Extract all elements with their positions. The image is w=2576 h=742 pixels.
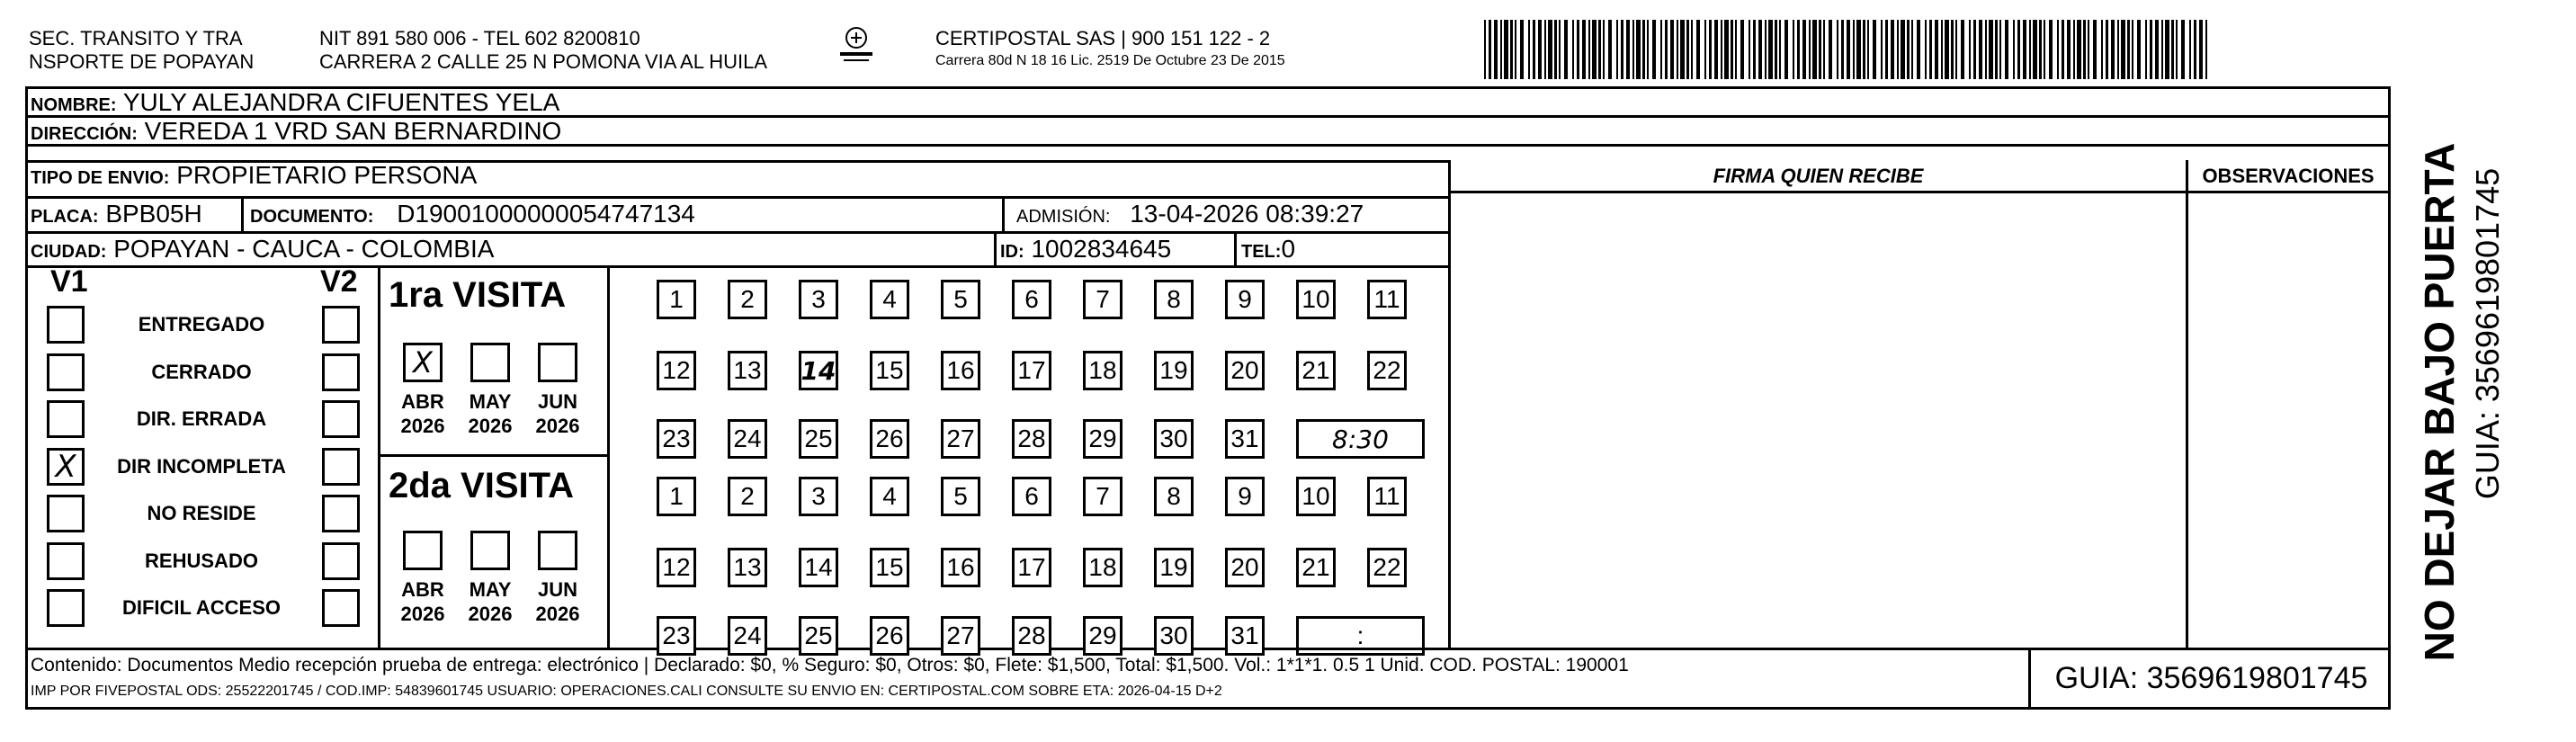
- barcode-bar: [1740, 20, 1744, 79]
- barcode-bar: [1504, 20, 1508, 79]
- second-visit-month-checkbox[interactable]: [470, 531, 510, 570]
- placa-label: PLACA:: [31, 207, 99, 227]
- first-visit-day-box[interactable]: 8: [1154, 280, 1194, 319]
- barcode-bar: [1779, 20, 1781, 79]
- second-visit-month-label: [526, 577, 589, 626]
- barcode-bar: [1911, 20, 1913, 79]
- imp-line: IMP POR FIVEPOSTAL ODS: 25522201745 / COD.IMP: 54839601745 USUARIO: OPERACIONES.CALI CONSULTE SU ENVIO EN: CERTIPOSTAL.COM SOBRE ETA: 2026-04-15 D+2: [31, 684, 1222, 699]
- barcode-bar: [2165, 20, 2169, 79]
- direccion-value: VEREDA 1 VRD SAN BERNARDINO: [144, 117, 562, 145]
- month-name: ABR: [401, 390, 444, 413]
- second-visit-day-box[interactable]: 7: [1083, 477, 1123, 516]
- nit-block: [319, 27, 767, 74]
- barcode-bar: [2057, 20, 2059, 79]
- first-visit-day-box[interactable]: 11: [1367, 280, 1407, 319]
- v1-checkbox[interactable]: [47, 542, 85, 580]
- second-visit-day-box[interactable]: 23: [657, 616, 696, 656]
- sender-line-2: NSPORTE DE POPAYAN: [29, 50, 255, 73]
- second-visit-day-box[interactable]: 28: [1012, 616, 1051, 656]
- first-visit-month-label: [391, 389, 454, 438]
- barcode-bar: [1665, 20, 1668, 79]
- first-visit-day-box[interactable]: 31: [1225, 419, 1265, 459]
- month-name: MAY: [469, 578, 512, 601]
- barcode-bar: [1724, 20, 1729, 79]
- first-visit-day-box[interactable]: 28: [1012, 419, 1051, 459]
- barcode-bar: [1528, 20, 1530, 79]
- first-visit-day-box[interactable]: 23: [657, 419, 696, 459]
- tel-label: TEL:: [1241, 242, 1282, 262]
- barcode-bar: [1802, 20, 1806, 79]
- barcode-bar: [1955, 20, 1957, 79]
- documento-cell: [250, 200, 695, 228]
- first-visit-day-box[interactable]: 6: [1012, 280, 1051, 319]
- second-visit-day-box[interactable]: 6: [1012, 477, 1051, 516]
- first-visit-day-box[interactable]: 22: [1367, 351, 1407, 390]
- v1-checkbox[interactable]: [47, 400, 85, 438]
- barcode-bar: [2062, 20, 2064, 79]
- barcode-bar: [1500, 20, 1502, 79]
- second-visit-day-box[interactable]: 14: [799, 548, 838, 587]
- first-visit-day-box[interactable]: 30: [1154, 419, 1194, 459]
- barcode-bar: [2013, 20, 2015, 79]
- admision-value: 13-04-2026 08:39:27: [1130, 200, 1364, 228]
- second-visit-day-box[interactable]: 10: [1296, 477, 1336, 516]
- barcode-bar: [1823, 20, 1825, 79]
- direccion-row: [31, 117, 561, 146]
- second-visit-day-box[interactable]: 21: [1296, 548, 1336, 587]
- barcode-bar: [2199, 20, 2203, 79]
- barcode-bar: [2171, 20, 2174, 79]
- barcode-bar: [1515, 20, 1516, 79]
- first-visit-month-mark: X: [413, 345, 433, 380]
- second-visit-day-box[interactable]: 9: [1225, 477, 1265, 516]
- v1-heading: V1: [50, 264, 88, 299]
- v1-checkbox[interactable]: [47, 353, 85, 391]
- second-visit-day-box[interactable]: 15: [870, 548, 909, 587]
- first-visit-day-box[interactable]: 9: [1225, 280, 1265, 319]
- ciudad-cell: [31, 235, 494, 264]
- barcode-bar: [1731, 20, 1733, 79]
- first-visit-time-box[interactable]: 8:30: [1296, 419, 1425, 459]
- barcode-bar: [1621, 20, 1623, 79]
- first-visit-day-box[interactable]: 27: [941, 419, 980, 459]
- barcode-bar: [1714, 20, 1718, 79]
- v1-checkbox[interactable]: [47, 495, 85, 532]
- first-visit-day-box[interactable]: 16: [941, 351, 980, 390]
- barcode-bar: [1973, 20, 1976, 79]
- second-visit-day-box[interactable]: 12: [657, 548, 696, 587]
- sender-block: [29, 27, 254, 74]
- barcode-bar: [1582, 20, 1586, 79]
- barcode-bar: [1765, 20, 1767, 79]
- barcode-bar: [1873, 20, 1876, 79]
- nombre-value: YULY ALEJANDRA CIFUENTES YELA: [122, 88, 560, 116]
- placa-value: BPB05H: [105, 200, 202, 228]
- v2-checkbox[interactable]: [322, 448, 360, 486]
- barcode-bar: [1925, 20, 1927, 79]
- status-label: CERRADO: [151, 361, 252, 383]
- observaciones-heading: OBSERVACIONES: [2202, 165, 2375, 187]
- barcode-bar: [2093, 20, 2097, 79]
- barcode-bar: [1867, 20, 1869, 79]
- barcode-bar: [1632, 20, 1634, 79]
- first-visit-month-checkbox[interactable]: [538, 343, 577, 382]
- status-label: DIR. ERRADA: [136, 407, 267, 430]
- barcode-bar: [1935, 20, 1938, 79]
- barcode-bar: [1538, 20, 1542, 79]
- address-line: CARRERA 2 CALLE 25 N POMONA VIA AL HUILA: [319, 50, 768, 73]
- month-year: 2026: [535, 415, 580, 437]
- first-visit-day-box[interactable]: 1: [657, 280, 696, 319]
- barcode-bar: [1881, 20, 1883, 79]
- month-name: ABR: [401, 578, 444, 601]
- carrier-block: [935, 27, 1285, 72]
- tipo-value: PROPIETARIO PERSONA: [176, 161, 478, 189]
- barcode-bar: [1809, 20, 1811, 79]
- second-visit-day-box[interactable]: 19: [1154, 548, 1194, 587]
- second-visit-month-checkbox[interactable]: [403, 531, 443, 570]
- barcode-bar: [2017, 20, 2020, 79]
- first-visit-day-box[interactable]: 13: [728, 351, 767, 390]
- v2-heading: V2: [320, 264, 358, 299]
- v2-checkbox[interactable]: [322, 306, 360, 344]
- barcode-bar: [1721, 20, 1722, 79]
- barcode-bar: [1841, 20, 1844, 79]
- barcode-bar: [1642, 20, 1645, 79]
- second-visit-day-box[interactable]: 17: [1012, 548, 1051, 587]
- barcode-bar: [2161, 20, 2163, 79]
- barcode-bar: [1819, 20, 1821, 79]
- side-guia: GUIA: 3569619801745: [2469, 167, 2506, 500]
- barcode-bar: [2106, 20, 2108, 79]
- second-visit-day-box[interactable]: 27: [941, 616, 980, 656]
- first-visit-month-label: [526, 389, 589, 438]
- nombre-label: NOMBRE:: [31, 95, 117, 115]
- barcode-bar: [1941, 20, 1943, 79]
- tipo-row: [31, 161, 477, 190]
- tel-value: 0: [1281, 235, 1296, 263]
- barcode-bar: [1670, 20, 1674, 79]
- barcode-bar: [1891, 20, 1894, 79]
- documento-value: D19001000000054747134: [397, 200, 695, 228]
- status-label: REHUSADO: [145, 550, 258, 572]
- barcode-bar: [1885, 20, 1888, 79]
- barcode-bar: [2023, 20, 2026, 79]
- first-visit-day-box[interactable]: 26: [870, 419, 909, 459]
- second-visit-day-box[interactable]: 31: [1225, 616, 1265, 656]
- barcode-bar: [2083, 20, 2086, 79]
- v2-checkbox[interactable]: [322, 400, 360, 438]
- month-year: 2026: [468, 415, 513, 437]
- barcode-bar: [1735, 20, 1737, 79]
- barcode-bar: [2077, 20, 2081, 79]
- first-visit-day-box[interactable]: 25: [799, 419, 838, 459]
- second-visit-month-checkbox[interactable]: [538, 531, 577, 570]
- barcode-bar: [1544, 20, 1546, 79]
- v2-checkbox[interactable]: [322, 542, 360, 580]
- barcode-bar: [2111, 20, 2115, 79]
- second-visit-day-box[interactable]: 2: [728, 477, 767, 516]
- tel-cell: [1241, 235, 1295, 264]
- barcode-bar: [1577, 20, 1579, 79]
- barcode-bar: [1961, 20, 1964, 79]
- barcode-bar: [1897, 20, 1899, 79]
- barcode-bar: [1853, 20, 1855, 79]
- second-visit-day-box[interactable]: 5: [941, 477, 980, 516]
- month-name: JUN: [537, 578, 577, 601]
- barcode-bar: [1616, 20, 1618, 79]
- barcode-bar: [1626, 20, 1630, 79]
- second-visit-day-box[interactable]: 13: [728, 548, 767, 587]
- barcode-bar: [1969, 20, 1971, 79]
- barcode-bar: [1995, 20, 1998, 79]
- barcode-bar: [1548, 20, 1552, 79]
- barcode-bar: [2073, 20, 2075, 79]
- month-year: 2026: [400, 603, 445, 625]
- barcode-bar: [1647, 20, 1649, 79]
- barcode-bar: [1494, 20, 1498, 79]
- month-year: 2026: [400, 415, 445, 437]
- barcode-bar: [1510, 20, 1513, 79]
- barcode-bar: [1989, 20, 1993, 79]
- barcode-bar: [1775, 20, 1777, 79]
- barcode-bar: [1753, 20, 1756, 79]
- barcode-bar: [1829, 20, 1832, 79]
- barcode-bar: [2039, 20, 2042, 79]
- first-visit-day-box[interactable]: 14: [799, 351, 838, 390]
- status-label: DIFICIL ACCESO: [121, 596, 281, 619]
- second-visit-day-box[interactable]: 22: [1367, 548, 1407, 587]
- barcode-bar: [1837, 20, 1838, 79]
- first-visit-day-box[interactable]: 12: [657, 351, 696, 390]
- barcode-bar: [2049, 20, 2053, 79]
- carrier-line-2: Carrera 80d N 18 16 Lic. 2519 De Octubre 23 De 2015: [935, 53, 1285, 68]
- barcode-bar: [1484, 20, 1486, 79]
- first-visit-day-box[interactable]: 15: [870, 351, 909, 390]
- month-name: MAY: [469, 390, 512, 413]
- first-visit-month-checkbox[interactable]: [470, 343, 510, 382]
- barcode-bar: [2029, 20, 2031, 79]
- first-visit-day-box[interactable]: 5: [941, 280, 980, 319]
- barcode-bar: [1603, 20, 1605, 79]
- barcode-bar: [1768, 20, 1773, 79]
- barcode-bar: [1559, 20, 1561, 79]
- v1-checkbox[interactable]: [47, 448, 85, 486]
- v2-checkbox[interactable]: [322, 589, 360, 627]
- barcode-bar: [2132, 20, 2133, 79]
- barcode-bar: [1847, 20, 1850, 79]
- barcode-bar: [2145, 20, 2147, 79]
- barcode-bar: [1749, 20, 1750, 79]
- barcode-bar: [1709, 20, 1712, 79]
- barcode-bar: [2137, 20, 2141, 79]
- v1-checkbox[interactable]: [47, 589, 85, 627]
- second-visit-day-box[interactable]: 1: [657, 477, 696, 516]
- contenido-line: Contenido: Documentos Medio recepción prueba de entrega: electrónico | Declarado: $0, % Seguro: $0, Otros: $0, Flete: $1,500, Total: $1,500. Vol.: 1*1*1. 0.5 1 Unid. COD. POSTAL: 190001: [31, 655, 1629, 675]
- barcode-bar: [1985, 20, 1987, 79]
- first-visit-day-box[interactable]: 2: [728, 280, 767, 319]
- barcode-bar: [1856, 20, 1861, 79]
- barcode-bar: [1784, 20, 1788, 79]
- placa-cell: [31, 200, 202, 228]
- barcode-bar: [1564, 20, 1568, 79]
- barcode-bar: [1636, 20, 1641, 79]
- id-label: ID:: [1000, 242, 1024, 262]
- direccion-label: DIRECCIÓN:: [31, 124, 138, 144]
- barcode-bar: [2155, 20, 2159, 79]
- nombre-row: [31, 88, 559, 117]
- second-visit-day-box[interactable]: 30: [1154, 616, 1194, 656]
- barcode-bar: [1677, 20, 1678, 79]
- second-visit-month-label: [391, 577, 454, 626]
- first-visit-day-box[interactable]: 29: [1083, 419, 1123, 459]
- barcode-bar: [2067, 20, 2071, 79]
- barcode-bar: [2176, 20, 2178, 79]
- footer-guia: GUIA: 3569619801745: [2054, 661, 2368, 695]
- barcode-bar: [1951, 20, 1954, 79]
- first-visit-heading: 1ra VISITA: [389, 275, 567, 315]
- first-visit-month-label: [459, 389, 522, 438]
- id-value: 1002834645: [1031, 235, 1172, 263]
- barcode-bar: [2181, 20, 2185, 79]
- barcode: [1484, 20, 2213, 79]
- second-visit-day-box[interactable]: 4: [870, 477, 909, 516]
- v2-checkbox[interactable]: [322, 495, 360, 532]
- barcode-bar: [2005, 20, 2008, 79]
- status-label: NO RESIDE: [147, 502, 256, 524]
- first-visit-day-box[interactable]: 18: [1083, 351, 1123, 390]
- first-visit-day-box[interactable]: 4: [870, 280, 909, 319]
- first-visit-day-box[interactable]: 20: [1225, 351, 1265, 390]
- barcode-bar: [2194, 20, 2196, 79]
- barcode-bar: [1793, 20, 1794, 79]
- barcode-bar: [2033, 20, 2037, 79]
- first-visit-day-box[interactable]: 10: [1296, 280, 1336, 319]
- barcode-bar: [1696, 20, 1700, 79]
- ciudad-value: POPAYAN - CAUCA - COLOMBIA: [113, 235, 495, 263]
- second-visit-day-box[interactable]: 25: [799, 616, 838, 656]
- barcode-bar: [1704, 20, 1706, 79]
- second-visit-month-label: [459, 577, 522, 626]
- barcode-bar: [1680, 20, 1685, 79]
- barcode-bar: [1901, 20, 1905, 79]
- barcode-bar: [1691, 20, 1693, 79]
- barcode-bar: [2127, 20, 2130, 79]
- barcode-bar: [2205, 20, 2207, 79]
- barcode-bar: [1917, 20, 1920, 79]
- v1-checkbox[interactable]: [47, 306, 85, 344]
- barcode-bar: [2117, 20, 2119, 79]
- tipo-label: TIPO DE ENVIO:: [31, 168, 170, 188]
- barcode-bar: [1863, 20, 1865, 79]
- barcode-bar: [1812, 20, 1817, 79]
- second-visit-heading: 2da VISITA: [389, 466, 574, 505]
- barcode-bar: [1489, 20, 1491, 79]
- barcode-bar: [1686, 20, 1689, 79]
- barcode-bar: [1554, 20, 1557, 79]
- second-visit-time-box[interactable]: :: [1296, 616, 1425, 656]
- sender-line-1: SEC. TRANSITO Y TRA: [29, 27, 243, 49]
- barcode-bar: [1652, 20, 1656, 79]
- second-visit-day-box[interactable]: 26: [870, 616, 909, 656]
- first-visit-day-box[interactable]: 17: [1012, 351, 1051, 390]
- v1-check-mark: X: [55, 449, 76, 485]
- nit-line: NIT 891 580 006 - TEL 602 8200810: [319, 27, 640, 49]
- month-name: JUN: [537, 390, 577, 413]
- first-visit-day-box[interactable]: 7: [1083, 280, 1123, 319]
- first-visit-day-box[interactable]: 21: [1296, 351, 1336, 390]
- barcode-bar: [1660, 20, 1662, 79]
- first-visit-day-box[interactable]: 3: [799, 280, 838, 319]
- second-visit-day-box[interactable]: 3: [799, 477, 838, 516]
- barcode-bar: [1945, 20, 1949, 79]
- second-visit-day-box[interactable]: 18: [1083, 548, 1123, 587]
- side-warning: NO DEJAR BAJO PUERTA: [2416, 142, 2463, 662]
- second-visit-day-box[interactable]: 8: [1154, 477, 1194, 516]
- status-label: DIR INCOMPLETA: [117, 455, 286, 478]
- documento-label: DOCUMENTO:: [250, 207, 374, 227]
- barcode-bar: [2044, 20, 2045, 79]
- first-visit-month-checkbox[interactable]: [403, 343, 443, 382]
- second-visit-day-box[interactable]: 29: [1083, 616, 1123, 656]
- barcode-bar: [2088, 20, 2089, 79]
- second-visit-day-box[interactable]: 20: [1225, 548, 1265, 587]
- barcode-bar: [1758, 20, 1762, 79]
- barcode-bar: [1907, 20, 1910, 79]
- barcode-bar: [1979, 20, 1982, 79]
- barcode-bar: [1598, 20, 1601, 79]
- barcode-bar: [1533, 20, 1535, 79]
- ciudad-label: CIUDAD:: [31, 242, 107, 262]
- month-year: 2026: [535, 603, 580, 625]
- first-visit-day-box[interactable]: 24: [728, 419, 767, 459]
- barcode-bar: [1592, 20, 1597, 79]
- first-visit-day-box[interactable]: 19: [1154, 351, 1194, 390]
- barcode-bar: [2150, 20, 2152, 79]
- admision-cell: [1016, 200, 1364, 228]
- month-year: 2026: [468, 603, 513, 625]
- barcode-bar: [2189, 20, 2191, 79]
- admision-label: ADMISIÓN:: [1016, 207, 1111, 227]
- barcode-bar: [1520, 20, 1524, 79]
- barcode-bar: [1588, 20, 1590, 79]
- second-visit-day-box[interactable]: 16: [941, 548, 980, 587]
- carrier-line-1: CERTIPOSTAL SAS | 900 151 122 - 2: [935, 27, 1271, 49]
- barcode-bar: [2101, 20, 2103, 79]
- firma-heading: FIRMA QUIEN RECIBE: [1713, 165, 1924, 187]
- id-cell: [1000, 235, 1171, 264]
- barcode-bar: [1999, 20, 2001, 79]
- status-label: ENTREGADO: [138, 313, 265, 335]
- barcode-bar: [1608, 20, 1612, 79]
- second-visit-day-box[interactable]: 11: [1367, 477, 1407, 516]
- second-visit-day-box[interactable]: 24: [728, 616, 767, 656]
- barcode-bar: [1929, 20, 1932, 79]
- barcode-bar: [1797, 20, 1800, 79]
- barcode-bar: [2121, 20, 2125, 79]
- v2-checkbox[interactable]: [322, 353, 360, 391]
- barcode-bar: [1572, 20, 1574, 79]
- certipostal-logo: [835, 25, 878, 67]
